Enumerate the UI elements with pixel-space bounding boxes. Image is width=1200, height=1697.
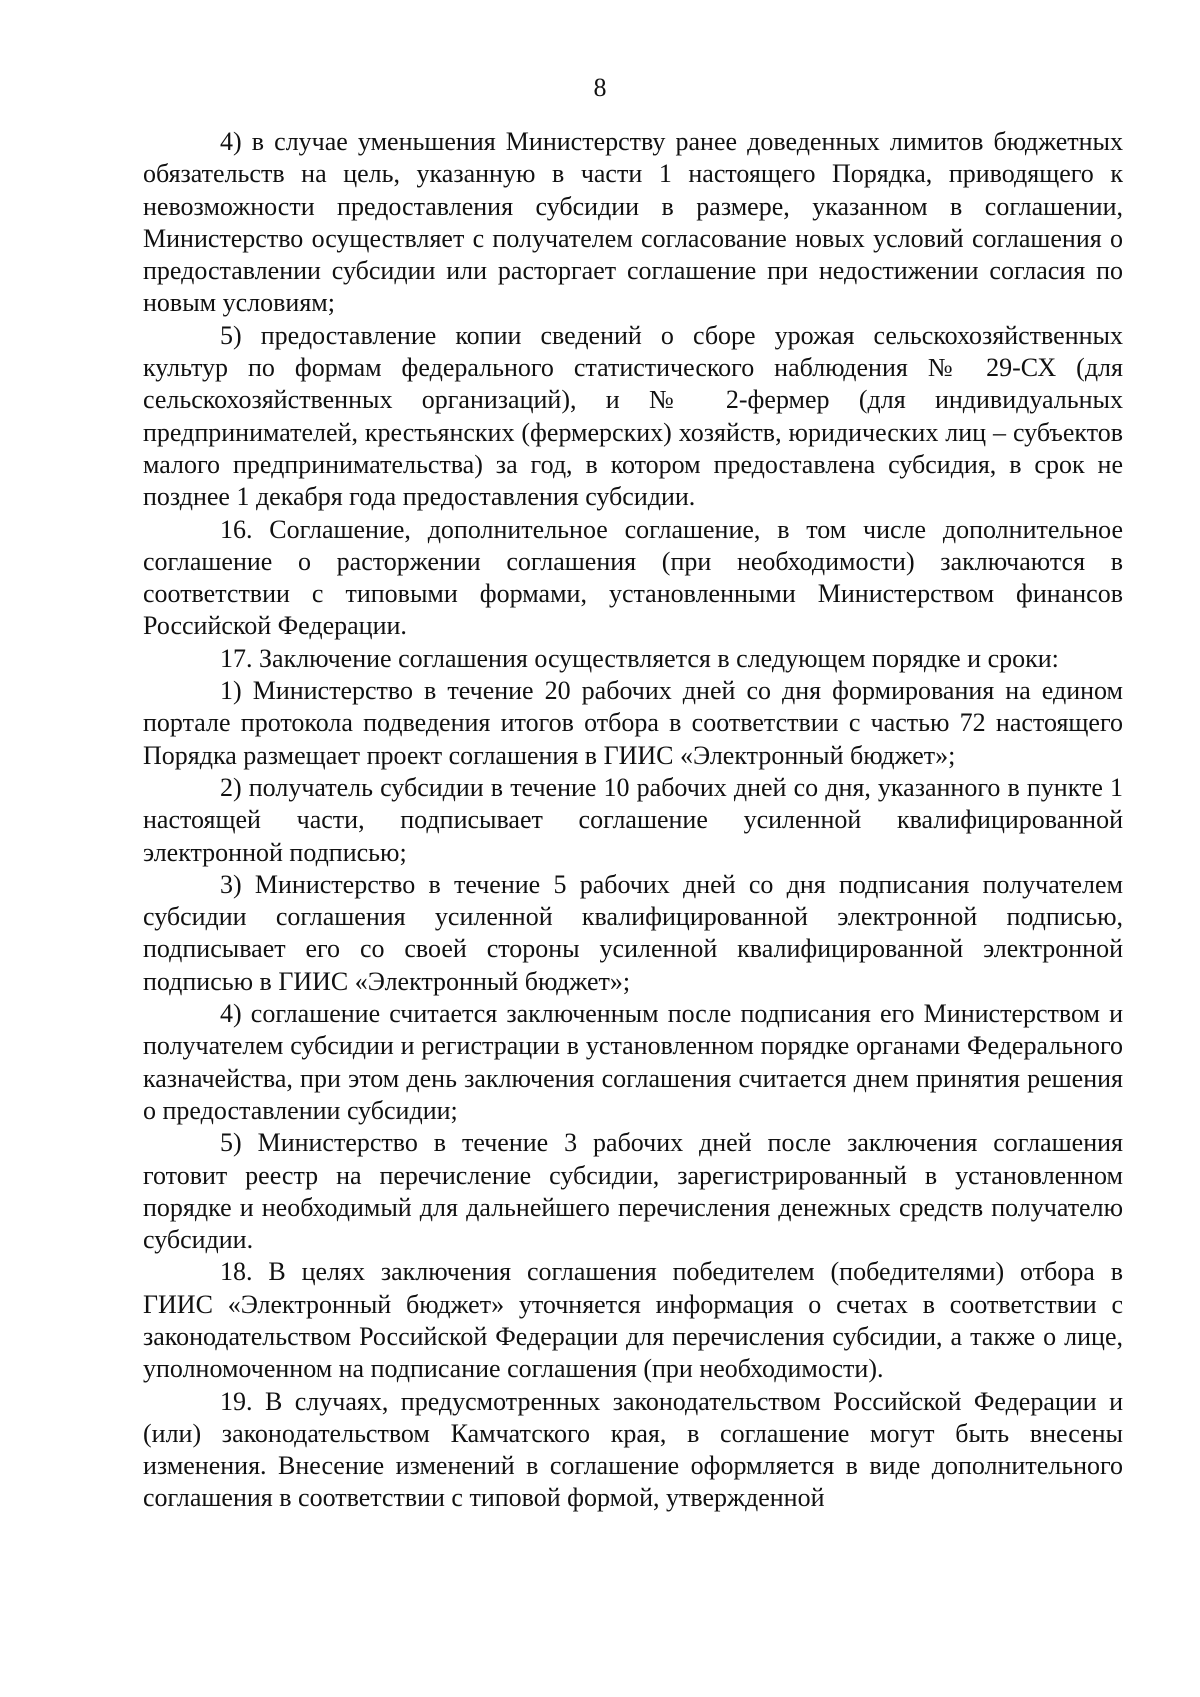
paragraph-section-17-item-2: 2) получатель субсидии в течение 10 рабочих дней со дня, указанного в пункте 1 настоящей части, подписывает соглашение усиленной квалифицированной электронной подписью;: [143, 772, 1123, 867]
page-number: 8: [593, 73, 607, 102]
paragraph-section-17-item-3: 3) Министерство в течение 5 рабочих дней со дня подписания получателем субсидии соглашения усиленной квалифицированной электронной подписью, подписывает его со своей стороны усиленной квалифицированной электронной подписью в ГИИС «Электронный бюджет»;: [143, 869, 1123, 996]
paragraph-section-16: 16. Соглашение, дополнительное соглашение, в том числе дополнительное соглашение о расторжении соглашения (при необходимости) заключаются в соответствии с типовыми формами, установленными Министерством финансов Российской Федерации.: [143, 514, 1123, 641]
paragraph-section-19: 19. В случаях, предусмотренных законодательством Российской Федерации и (или) законодательством Камчатского края, в соглашение могут быть внесены изменения. Внесение изменений в соглашение оформляется в виде дополнительного соглашения в соответствии с типовой формой, утвержденной: [143, 1386, 1123, 1513]
paragraph-section-17-item-5: 5) Министерство в течение 3 рабочих дней после заключения соглашения готовит реестр на перечисление субсидии, зарегистрированный в установленном порядке и необходимый для дальнейшего перечисления денежных средств получателю субсидии.: [143, 1128, 1123, 1255]
paragraph-section-17: 17. Заключение соглашения осуществляется в следующем порядке и сроки:: [220, 643, 1059, 673]
paragraph-section-17-item-4: 4) соглашение считается заключенным после подписания его Министерством и получателем субсидии и регистрации в установленном порядке органами Федерального казначейства, при этом день заключения соглашения считается днем принятия решения о предоставлении субсидии;: [143, 999, 1123, 1125]
paragraph-item-5-harvest-data: 5) предоставление копии сведений о сборе урожая сельскохозяйственных культур по формам федерального статистического наблюдения № 29-СХ (для сельскохозяйственных организаций), и № 2-фермер (для индивидуальных предпринимателей, крестьянских (фермерских) хозяйств, юридических лиц – субъектов малого предпринимательства) за год, в котором предоставлена субсидия, в срок не позднее 1 декабря года предоставления субсидии.: [143, 320, 1123, 512]
document-body: [143, 126, 1123, 1515]
paragraph-section-17-item-1: 1) Министерство в течение 20 рабочих дней со дня формирования на едином портале протокола подведения итогов отбора в соответствии с частью 72 настоящего Порядка размещает проект соглашения в ГИИС «Электронный бюджет»;: [143, 676, 1123, 770]
paragraph-item-4-budget-limits: 4) в случае уменьшения Министерству ранее доведенных лимитов бюджетных обязательств на цель, указанную в части 1 настоящего Порядка, приводящего к невозможности предоставления субсидии в размере, указанном в соглашении, Министерство осуществляет с получателем согласование новых условий соглашения о предоставлении субсидии или расторгает соглашение при недостижении согласия по новым условиям;: [143, 127, 1123, 318]
paragraph-section-18: 18. В целях заключения соглашения победителем (победителями) отбора в ГИИС «Электронный бюджет» уточняется информация о счетах в соответствии с законодательством Российской Федерации для перечисления субсидии, а также о лице, уполномоченном на подписание соглашения (при необходимости).: [143, 1257, 1123, 1384]
